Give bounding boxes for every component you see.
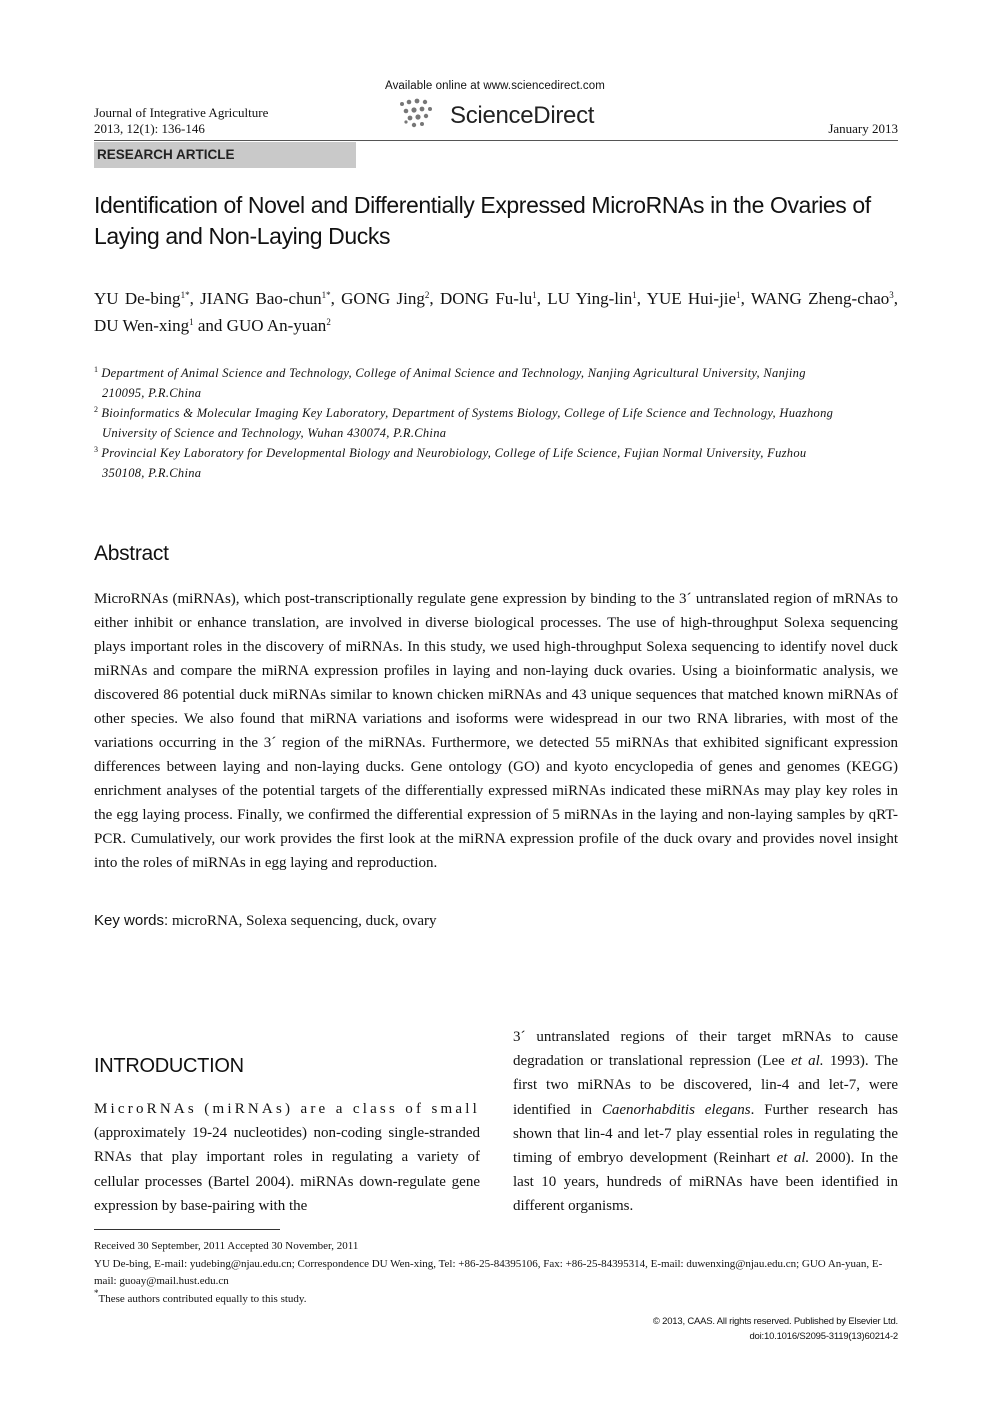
copyright-notice: © 2013, CAAS. All rights reserved. Published by Elsevier Ltd. bbox=[652, 1316, 898, 1327]
author-sup: 1 bbox=[189, 317, 194, 327]
footnote-rule bbox=[94, 1229, 280, 1230]
author-list: YU De-bing$^{1*}$, JIANG Bao-chun$^{1*}$, GONG Jing$^2$, DONG $Fu-lu^1$, LU Ying-lin$^1$, YUE Hui-jie$^1$, WANG Zheng-chao$^3$, DU Wen-xing$^1$ and GUO An-yuan$^2$ bbox=[94, 289, 899, 335]
citation-etal: et al. bbox=[776, 1150, 810, 1167]
article-type-badge bbox=[94, 142, 356, 168]
intro-text: (approximately 19-24 nucleotides) non-coding single-stranded RNAs that play important roles in regulating a variety of cellular processes (Bartel 2004). miRNAs down-regulate gene expression by base-pairing with the bbox=[94, 1125, 480, 1214]
author-sup: 1 bbox=[532, 290, 537, 300]
header-rule bbox=[94, 140, 898, 141]
intro-text: MicroRNAs (miRNAs) are a class of small bbox=[94, 1101, 480, 1117]
article-type-label: RESEARCH ARTICLE bbox=[97, 147, 235, 162]
author-sup: 3 bbox=[889, 290, 894, 300]
equal-contribution-note bbox=[94, 1288, 904, 1308]
intro-text: 3´ untranslated regions of their target mRNAs to cause degradation or translational repression (Lee bbox=[513, 1029, 898, 1070]
keywords-list: microRNA, Solexa sequencing, duck, ovary bbox=[171, 913, 437, 929]
doi: doi:10.1016/S2095-3119(13)60214-2 bbox=[749, 1331, 898, 1342]
author: DONG Fu-lu bbox=[439, 289, 533, 308]
footnote-text: These authors contributed equally to this study. bbox=[98, 1293, 307, 1305]
journal-volume: 2013, 12(1): 136-146 bbox=[94, 121, 205, 136]
intro-text: 1993). The first two miRNAs to be discovered, lin-4 and let-7, were identified in bbox=[513, 1053, 899, 1118]
journal-name: Journal of Integrative Agriculture bbox=[94, 105, 269, 120]
issue-date: January 2013 bbox=[828, 121, 898, 136]
affiliation-text: Provincial Key Laboratory for Developmental Biology and Neurobiology, College of Life Science, Fujian Normal University, Fuzhou bbox=[101, 446, 807, 460]
keywords-label: Key words: bbox=[94, 912, 169, 929]
affiliation bbox=[94, 440, 898, 483]
author: GONG Jing bbox=[341, 289, 425, 308]
author-sup: 1* bbox=[180, 290, 190, 300]
affiliation-text: University of Science and Technology, Wuhan 430074, P.R.China bbox=[102, 426, 447, 440]
citation-etal: et al. bbox=[791, 1053, 824, 1070]
introduction-right-column bbox=[513, 1025, 898, 1219]
author: YU De-bing bbox=[94, 289, 181, 308]
author: GUO An-yuan bbox=[226, 316, 327, 335]
affiliation-text: Bioinformatics & Molecular Imaging Key Laboratory, Department of Systems Biology, College of Life Science and Technology, Huazhong bbox=[101, 406, 834, 420]
author: WANG Zheng-chao bbox=[750, 289, 890, 308]
intro-text: . Further research has shown that lin-4 and let-7 play essential roles in regulating the timing of embryo development (Reinhart bbox=[513, 1101, 898, 1167]
correspondence-note: YU De-bing, E-mail: yudebing@njau.edu.cn; Correspondence DU Wen-xing, Tel: +86-25-84395106, Fax: +86-25-84395314, E-mail: duwenxing@njau.edu.cn; GUO An-yuan, E-mail: guoay@mail.hust.edu.cn bbox=[94, 1258, 883, 1287]
sciencedirect-brand: ScienceDirect bbox=[450, 102, 595, 129]
affiliation-text: Department of Animal Science and Technology, College of Animal Science and Technology, Nanjing Agricultural University, Nanjing bbox=[101, 366, 806, 380]
paper-title: Identification of Novel and Differentially Expressed MicroRNAs in the Ovaries of Laying and Non-Laying Ducks bbox=[94, 192, 871, 249]
footnote-mark: * bbox=[94, 1288, 99, 1298]
affiliation-number: 1 bbox=[94, 365, 99, 374]
received-dates: Received 30 September, 2011 Accepted 30 November, 2011 bbox=[94, 1240, 359, 1252]
author-sup: 1 bbox=[736, 290, 741, 300]
sciencedirect-logo-icon bbox=[398, 98, 438, 132]
author-sup: 2 bbox=[424, 290, 430, 300]
available-online-text: Available online at www.sciencedirect.com bbox=[385, 80, 605, 92]
journal-info bbox=[94, 105, 268, 137]
intro-text: 2000). In the last 10 years, hundreds of miRNAs have been identified in different organisms. bbox=[513, 1150, 898, 1215]
keywords bbox=[94, 912, 436, 930]
author: DU Wen-xing bbox=[94, 316, 190, 335]
abstract-text: MicroRNAs (miRNAs), which post-transcriptionally regulate gene expression by binding to the 3´ untranslated region of mRNAs to either inhibit or enhance translation, are involved in diverse biological processes. The use of high-throughput Solexa sequencing plays important roles in the discovery of miRNAs. In this study, we used high-throughput Solexa sequencing to identify novel duck miRNAs and compare the miRNA expression profiles in laying and non-laying duck ovaries. Using a bioinformatic analysis, we discovered 86 potential duck miRNAs similar to known chicken miRNAs and 43 unique sequences that matched known miRNAs of other species. We also found that miRNA variations and isoforms were widespread in our two RNA libraries, with most of the variations occurring in the 3´ region of the miRNAs. Furthermore, we detected 55 miRNAs that exhibited significant expression differences between laying and non-laying ducks. Gene ontology (GO) and kyoto encyclopedia of genes and genomes (KEGG) enrichment analyses of the potential targets of the differentially expressed miRNAs indicated these miRNAs may play key roles in the egg laying process. Finally, we confirmed the differential expression of 5 miRNAs in the laying and non-laying samples by qRT-PCR. Cumulatively, our work provides the first look at the miRNA expression profile of the duck ovary and provides novel insight into the roles of miRNAs in egg laying and reproduction. bbox=[94, 591, 898, 871]
affiliation-number: 3 bbox=[94, 445, 99, 454]
author: JIANG Bao-chun bbox=[200, 289, 322, 308]
affiliation-number: 2 bbox=[94, 405, 99, 414]
affiliation-text: 210095, P.R.China bbox=[102, 386, 202, 400]
author-sup: 2 bbox=[326, 317, 331, 327]
author: YUE Hui-jie bbox=[646, 289, 737, 308]
author-sup: 1 bbox=[632, 290, 637, 300]
introduction-heading: INTRODUCTION bbox=[94, 1055, 244, 1077]
species-name: Caenorhabditis elegans bbox=[601, 1101, 751, 1118]
author-sup: 1* bbox=[321, 290, 331, 300]
affiliation bbox=[94, 360, 898, 403]
introduction-left-column bbox=[94, 1097, 480, 1218]
abstract-heading: Abstract bbox=[94, 542, 169, 565]
affiliation-text: 350108, P.R.China bbox=[102, 466, 202, 480]
affiliation bbox=[94, 400, 898, 443]
author: LU Ying-lin bbox=[547, 289, 633, 308]
